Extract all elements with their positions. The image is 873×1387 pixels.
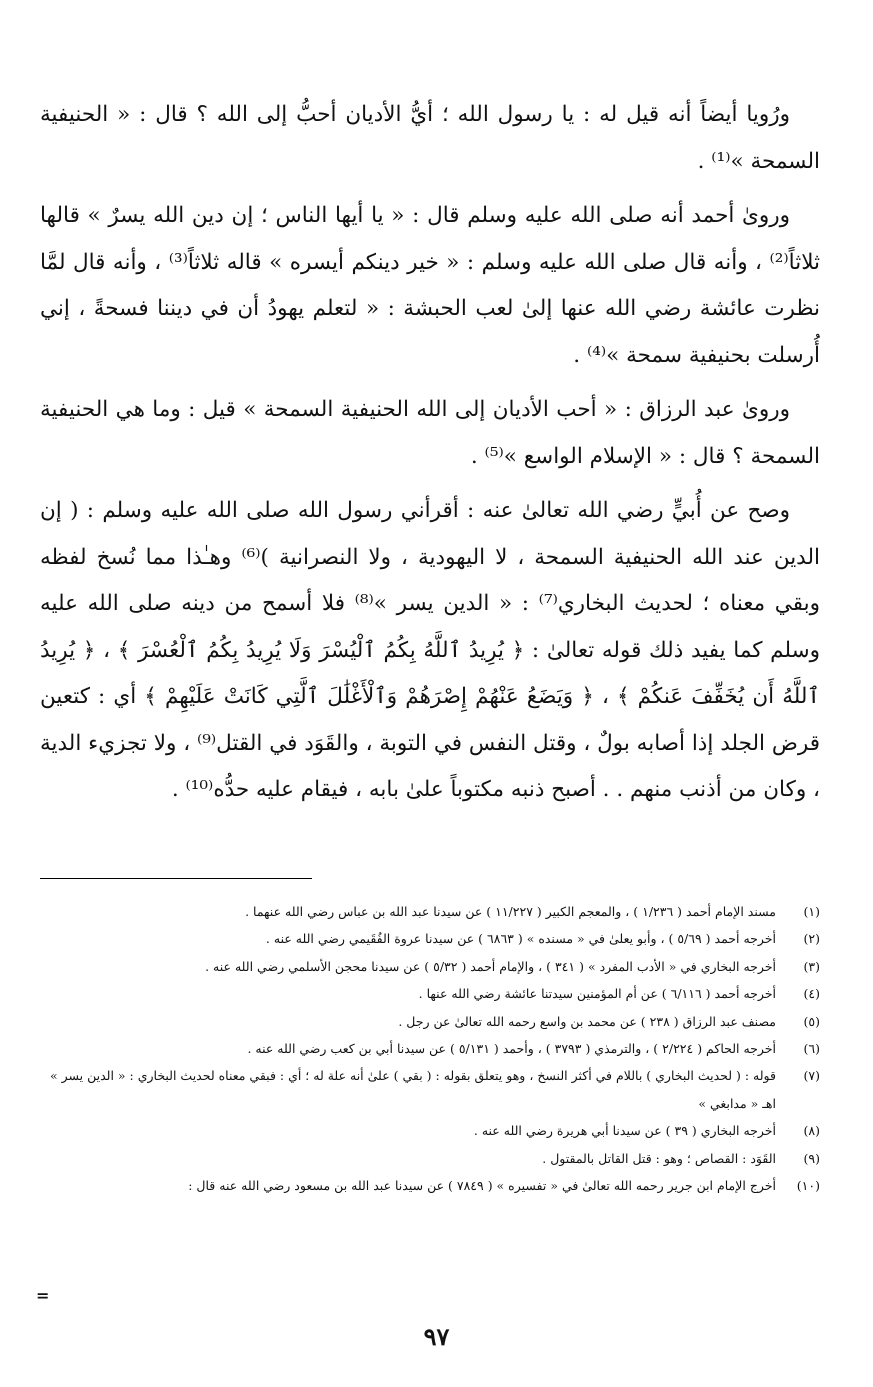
footnote-text: أخرجه البخاري في « الأدب المفرد » ( ٣٤١ ) ، والإمام أحمد ( ٥/٣٢ ) عن سيدنا محجن الأسلمي رضي الله عنه .: [205, 958, 776, 974]
footnote: [34, 1172, 820, 1199]
footnote-text: أخرجه الحاكم ( ٢/٢٢٤ ) ، والترمذي ( ٣٧٩٣ ) ، وأحمد ( ٥/١٣١ ) عن سيدنا أبي بن كعب رضي الله عنه .: [247, 1041, 776, 1057]
footnote: [34, 1117, 820, 1144]
footnote: [34, 953, 820, 980]
main-text: [40, 92, 820, 822]
footnote-number: (٤): [803, 986, 820, 1002]
footnote-text: أخرجه أحمد ( ٥/٦٩ ) ، وأبو يعلىٰ في « مسنده » ( ٦٨٦٣ ) عن سيدنا عروة الفُقَيمي رضي الله عنه .: [265, 931, 776, 947]
footnote-number: (١): [803, 904, 820, 919]
footnote-number: (٧): [803, 1068, 820, 1084]
paragraph: وصح عن أُبيٍّ رضي الله تعالىٰ عنه : أقرأني رسول الله صلى الله عليه وسلم : ( إن الدين عند الله الحنيفية السمحة ، لا اليهودية ، ولا النصرانية )⁽⁶⁾ وهـٰذا مما نُسخ لفظه وبقي معناه ؛ لحديث البخاري⁽⁷⁾ : « الدين يسر »⁽⁸⁾ فلا أسمح من دينه صلى الله عليه وسلم كما يفيد ذلك قوله تعالىٰ : ﴿ يُرِيدُ ٱللَّهُ بِكُمُ ٱلْيُسْرَ وَلَا يُرِيدُ بِكُمُ ٱلْعُسْرَ ﴾ ، ﴿ يُرِيدُ ٱللَّهُ أَن يُخَفِّفَ عَنكُمْ ﴾ ، ﴿ وَيَضَعُ عَنْهُمْ إِصْرَهُمْ وَٱلْأَغْلَٰلَ ٱلَّتِي كَانَتْ عَلَيْهِمْ ﴾ أي : كتعين قرض الجلد إذا أصابه بولٌ ، وقتل النفس في التوبة ، والقَوَد في القتل⁽⁹⁾ ، ولا تجزيء الدية ، وكان من أذنب منهم . . أصبح ذنبه مكتوباً علىٰ بابه ، فيقام عليه حدُّه⁽¹⁰⁾ .: [40, 498, 820, 802]
footnote-number: (٦): [803, 1041, 820, 1057]
footnote-separator: [40, 878, 312, 879]
footnote: [34, 1145, 820, 1172]
footnote-text: أخرجه البخاري ( ٣٩ ) عن سيدنا أبي هريرة رضي الله عنه .: [473, 1123, 776, 1139]
footnote: [34, 1008, 820, 1035]
footnote-text: مسند الإمام أحمد ( ١/٢٣٦ ) ، والمعجم الكبير ( ١١/٢٢٧ ) عن سيدنا عبد الله بن عباس رضي الله عنهما .: [245, 904, 776, 919]
footnote-number: (٢): [803, 931, 820, 947]
footnote: [34, 980, 820, 1007]
footnotes: [34, 898, 820, 1199]
footnote-number: (١٠): [796, 1178, 820, 1194]
footnote-number: (٩): [803, 1150, 820, 1166]
footnote: [34, 1062, 820, 1117]
footnote: [34, 925, 820, 952]
footnote-number: (٥): [803, 1013, 820, 1029]
paragraph: وروىٰ عبد الرزاق : « أحب الأديان إلى الله الحنيفية السمحة » قيل : وما هي الحنيفية السمحة ؟ قال : « الإسلام الواسع »⁽⁵⁾ .: [40, 397, 820, 469]
paragraph: وروىٰ أحمد أنه صلى الله عليه وسلم قال : « يا أيها الناس ؛ إن دين الله يسرٌ » قالها ثلاثاً⁽²⁾ ، وأنه قال صلى الله عليه وسلم : « خير دينكم أيسره » قاله ثلاثاً⁽³⁾ ، وأنه قال لمَّا نظرت عائشة رضي الله عنها إلىٰ لعب الحبشة : « لتعلم يهودُ أن في ديننا فسحةً ، إني أُرسلت بحنيفية سمحة »⁽⁴⁾ .: [40, 203, 821, 368]
footnote: [34, 898, 820, 925]
paragraph: ورُويا أيضاً أنه قيل له : يا رسول الله ؛ أيُّ الأديان أحبُّ إلى الله ؟ قال : « الحنيفية السمحة »⁽¹⁾ .: [40, 102, 820, 174]
page-number: ٩٧: [423, 1322, 450, 1351]
footnote: [34, 1035, 820, 1062]
footnote-text: قوله : ( لحديث البخاري ) باللام في أكثر النسخ ، وهو يتعلق بقوله : ( بقي ) علىٰ أنه علة له ؛ أي : فبقي معناه لحديث البخاري : « الدين يسر » اهـ « مدابغي »: [49, 1068, 776, 1111]
footnote-number: (٣): [803, 958, 820, 974]
footnote-text: مصنف عبد الرزاق ( ٢٣٨ ) عن محمد بن واسع رحمه الله تعالىٰ عن رجل .: [398, 1013, 776, 1029]
footnote-number: (٨): [803, 1123, 820, 1139]
continuation-mark: =: [36, 1286, 50, 1305]
footnote-text: أخرج الإمام ابن جرير رحمه الله تعالىٰ في « تفسيره » ( ٧٨٤٩ ) عن سيدنا عبد الله بن مسعود رضي الله عنه قال :: [188, 1178, 776, 1194]
footnote-text: أخرجه أحمد ( ٦/١١٦ ) عن أم المؤمنين سيدتنا عائشة رضي الله عنها .: [418, 986, 776, 1002]
footnote-text: القَوَد : القصاص ؛ وهو : قتل القاتل بالمقتول .: [542, 1150, 776, 1166]
